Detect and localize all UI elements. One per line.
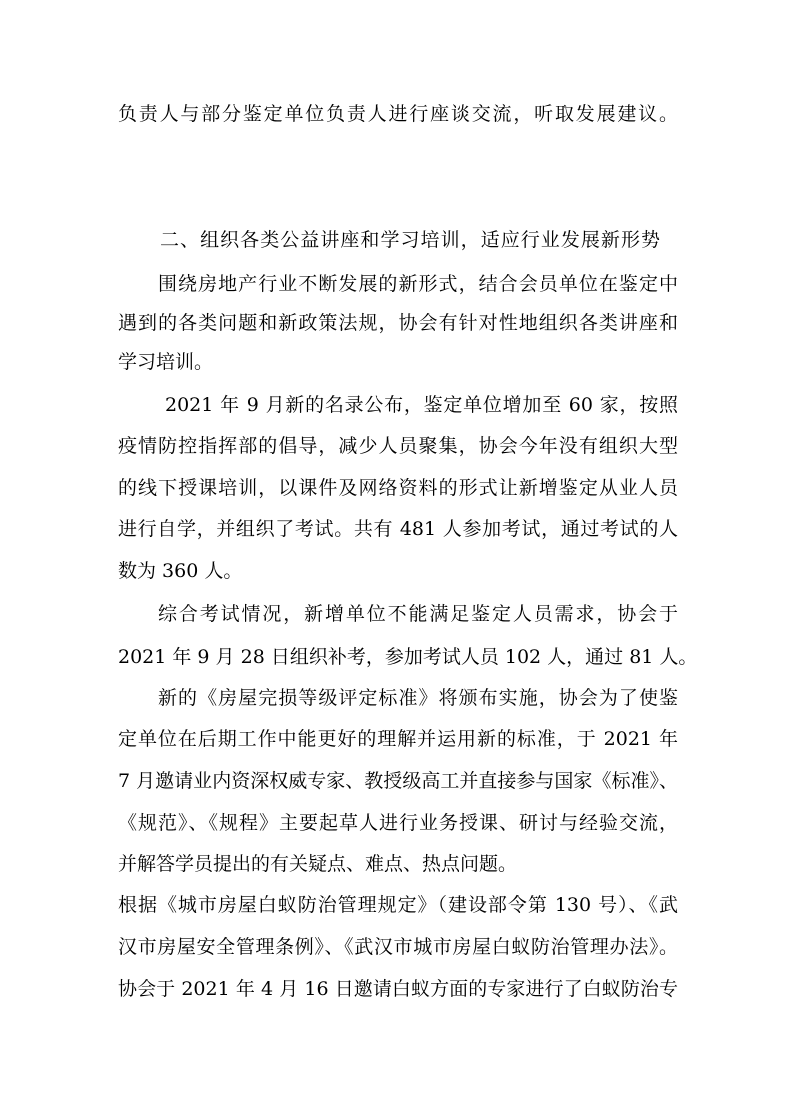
paragraph-line: 进行自学，并组织了考试。共有 481 人参加考试，通过考试的人	[118, 518, 678, 540]
paragraph-line: 围绕房地产行业不断发展的新形式，结合会员单位在鉴定中	[158, 273, 678, 295]
paragraph-line: 协会于 2021 年 4 月 16 日邀请白蚁方面的专家进行了白蚁防治专	[118, 978, 678, 1000]
paragraph-line: 学习培训。	[118, 351, 214, 373]
paragraph-line: 遇到的各类问题和新政策法规，协会有针对性地组织各类讲座和	[118, 312, 678, 334]
intro-tail-line: 负责人与部分鉴定单位负责人进行座谈交流，听取发展建议。	[118, 103, 678, 125]
paragraph-line: 《规范》、《规程》主要起草人进行业务授课、研讨与经验交流，	[118, 812, 678, 834]
paragraph-line: 定单位在后期工作中能更好的理解并运用新的标准，于 2021 年	[118, 728, 678, 750]
paragraph-line: 汉市房屋安全管理条例》、《武汉市城市房屋白蚁防治管理办法》。	[118, 936, 678, 958]
paragraph-line: 的线下授课培训，以课件及网络资料的形式让新增鉴定从业人员	[118, 477, 678, 499]
paragraph-line: 2021 年 9 月新的名录公布，鉴定单位增加至 60 家，按照	[165, 394, 678, 416]
paragraph-line: 数为 360 人。	[118, 560, 243, 582]
paragraph-line: 新的《房屋完损等级评定标准》将颁布实施，协会为了使鉴	[158, 687, 678, 709]
paragraph-line: 疫情防控指挥部的倡导，减少人员聚集，协会今年没有组织大型	[118, 435, 678, 457]
paragraph-line: 7 月邀请业内资深权威专家、教授级高工并直接参与国家《标准》、	[118, 770, 678, 792]
paragraph-line: 根据《城市房屋白蚁防治管理规定》（建设部令第 130 号）、《武	[118, 894, 678, 916]
paragraph-line: 2021 年 9 月 28 日组织补考，参加考试人员 102 人，通过 81 人。	[118, 646, 698, 668]
paragraph-line: 并解答学员提出的有关疑点、难点、热点问题。	[118, 853, 518, 875]
section-2-heading: 二、组织各类公益讲座和学习培训，适应行业发展新形势	[160, 229, 660, 251]
paragraph-line: 综合考试情况，新增单位不能满足鉴定人员需求，协会于	[158, 603, 678, 625]
